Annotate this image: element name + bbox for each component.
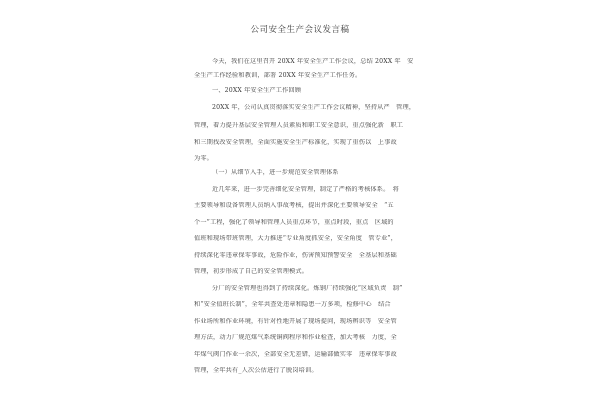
paragraph-line: 和“安全值班长制”，全年共查处违章和隐患一万多项，检修中心 结合 <box>194 301 391 308</box>
paragraph-line: 作业场所和作业环境，有针对性地开展了现场提问，现场辨识等 安全管 <box>194 318 397 325</box>
paragraph-line: 个一”工程，强化了领导和管理人员重点环节，重点时段，重点 区域的 <box>194 219 394 226</box>
paragraph-line: 持续深化零违章保零事故，危险作业，伤害预知预警安全 全基层和基础 <box>194 252 397 259</box>
paragraph-line: 理方法，动力厂规范煤气系统铜阀程序和作业检查，加大考核 力度，全 <box>194 334 397 341</box>
paragraph-line: 管理，全年共有_人次公估进行了脱岗培训。 <box>194 367 318 374</box>
document-title: 公司安全生产会议发言稿 <box>250 25 350 35</box>
paragraph-line: 今天，我们在这里召开 20XX 年安全生产工作会议，总结 20XX 年 安 <box>212 58 414 65</box>
paragraph-line: 值班和现场带班管理，大力推进“专业角度抓安全，安全角度 管专业”， <box>194 235 398 242</box>
paragraph-line: 20XX 年，公司认真贯彻落实安全生产工作会议精神，坚持从严 管理， <box>212 104 416 111</box>
paragraph-line: 分厂的安全管理也得到了持续深化。炼钢厂持续强化“区域负责 制” <box>212 285 403 292</box>
paragraph-line: 年煤气阀门作业一余次，全部安全无差错，运输部做实零 违章保零事故 <box>194 351 397 358</box>
paragraph-line: 管理，着力提升基层安全管理人员素质和职工安全意识，重点强化新 职工 <box>194 122 404 129</box>
section-heading: 一、20XX 年安全生产工作回顾 <box>212 87 302 94</box>
paragraph-line: 和三期找改安全管理，全面实施安全生产标准化，实现了重伤以 上事故 <box>194 139 397 146</box>
paragraph-line: 全生产工作经验和教训，部署 20XX 年安全生产工作任务。 <box>194 72 362 79</box>
paragraph-line: 管理，初步形成了自己的安全管理模式。 <box>194 268 309 275</box>
subsection-heading: （一）从细节入手，进一步规范安全管理体系 <box>212 169 339 176</box>
paragraph-line: 主要领导和设备管理人员纳入事故考核，提出并深化主要领导安全 “五 <box>194 202 394 209</box>
paragraph-line: 近几年来，进一步完善细化安全管理，制定了严格的考核体系。 将 <box>212 186 400 193</box>
paragraph-line: 为零。 <box>194 155 214 162</box>
